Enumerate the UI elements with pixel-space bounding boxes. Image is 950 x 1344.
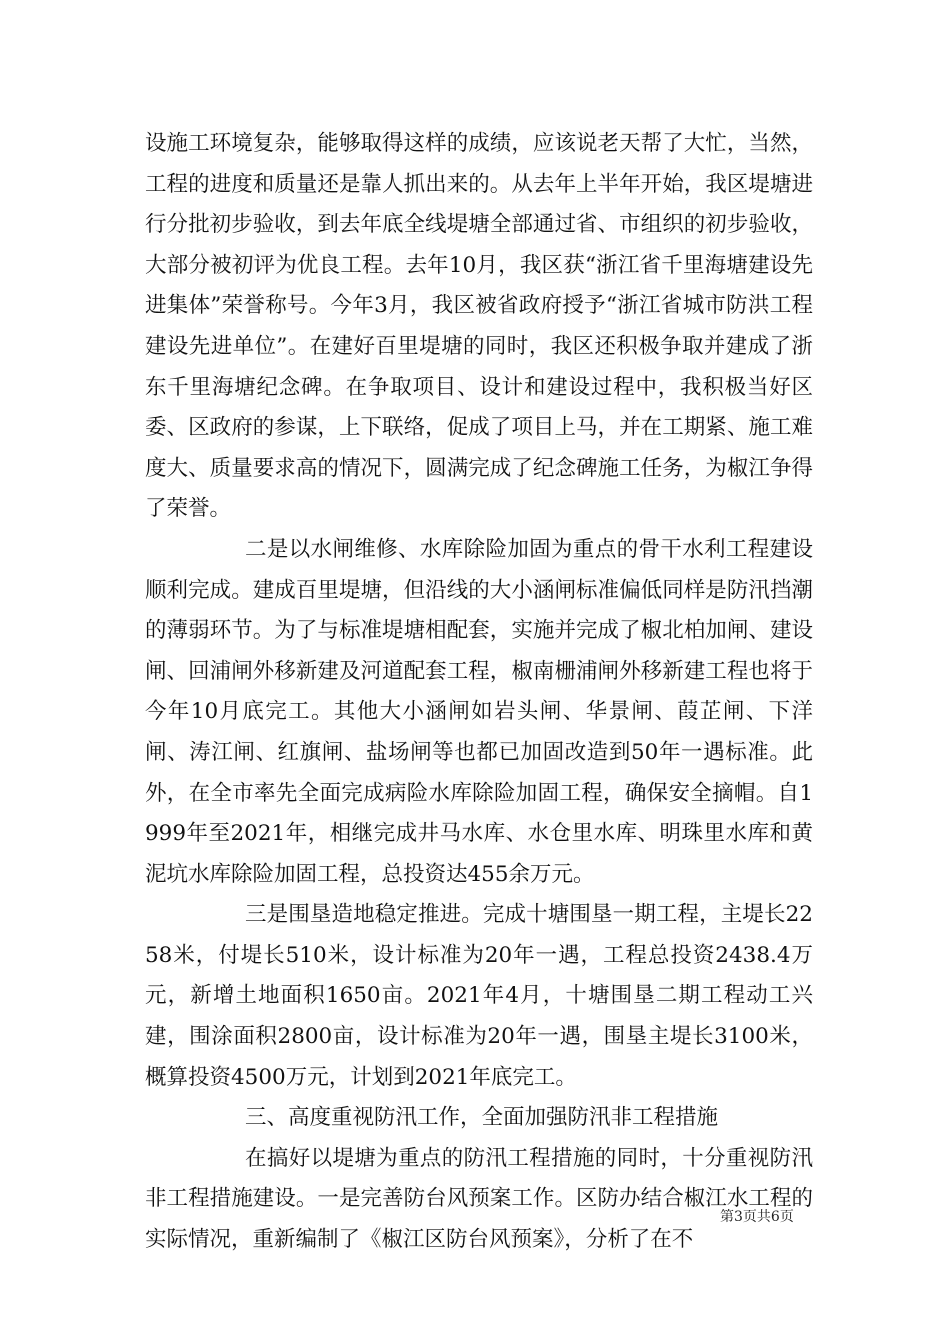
- section-heading: 三、高度重视防汛工作，全面加强防汛非工程措施: [245, 1105, 719, 1131]
- paragraph-1: 设施工环境复杂，能够取得这样的成绩，应该说老天帮了大忙，当然，工程的进度和质量还是靠人抓出来的。从去年上半年开始，我区堤塘进行分批初步验收，到去年底全线堤塘全部通过省、市组织的初步验收，大部分被初评为优良工程。去年10月，我区获“浙江省千里海塘建设先进集体”荣誉称号。今年3月，我区被省政府授予“浙江省城市防洪工程建设先进单位”。在建好百里堤塘的同时，我区还积极争取并建成了浙东千里海塘纪念碑。在争取项目、设计和建设过程中，我积极当好区委、区政府的参谋，上下联络，促成了项目上马，并在工期紧、施工难度大、质量要求高的情况下，圆满完成了纪念碑施工任务，为椒江争得了荣誉。: [145, 131, 813, 522]
- paragraph-2: 二是以水闸维修、水库除险加固为重点的骨干水利工程建设顺利完成。建成百里堤塘，但沿线的大小涵闸标准偏低同样是防汛挡潮的薄弱环节。为了与标准堤塘相配套，实施并完成了椒北柏加闸、建设闸、回浦闸外移新建及河道配套工程，椒南栅浦闸外移新建工程也将于今年10月底完工。其他大小涵闸如岩头闸、华景闸、葭芷闸、下洋闸、涛江闸、红旗闸、盐场闸等也都已加固改造到50年一遇标准。此外，在全市率先全面完成病险水库除险加固工程，确保安全摘帽。自1999年至2021年，相继完成井马水库、水仓里水库、明珠里水库和黄泥坑水库除险加固工程，总投资达455余万元。: [145, 536, 813, 887]
- document-body: [145, 124, 813, 1261]
- page-number-footer: 第3页共6页: [720, 1209, 794, 1225]
- paragraph-3: 三是围垦造地稳定推进。完成十塘围垦一期工程，主堤长2258米，付堤长510米，设计标准为20年一遇，工程总投资2438.4万元，新增土地面积1650亩。2021年4月，十塘围垦二期工程动工兴建，围涂面积2800亩，设计标准为20年一遇，围垦主堤长3100米，概算投资4500万元，计划到2021年底完工。: [145, 902, 813, 1090]
- paragraph-4: 在搞好以堤塘为重点的防汛工程措施的同时，十分重视防汛非工程措施建设。一是完善防台风预案工作。区防办结合椒江水工程的实际情况，重新编制了《椒江区防台风预案》，分析了在不: [145, 1145, 813, 1253]
